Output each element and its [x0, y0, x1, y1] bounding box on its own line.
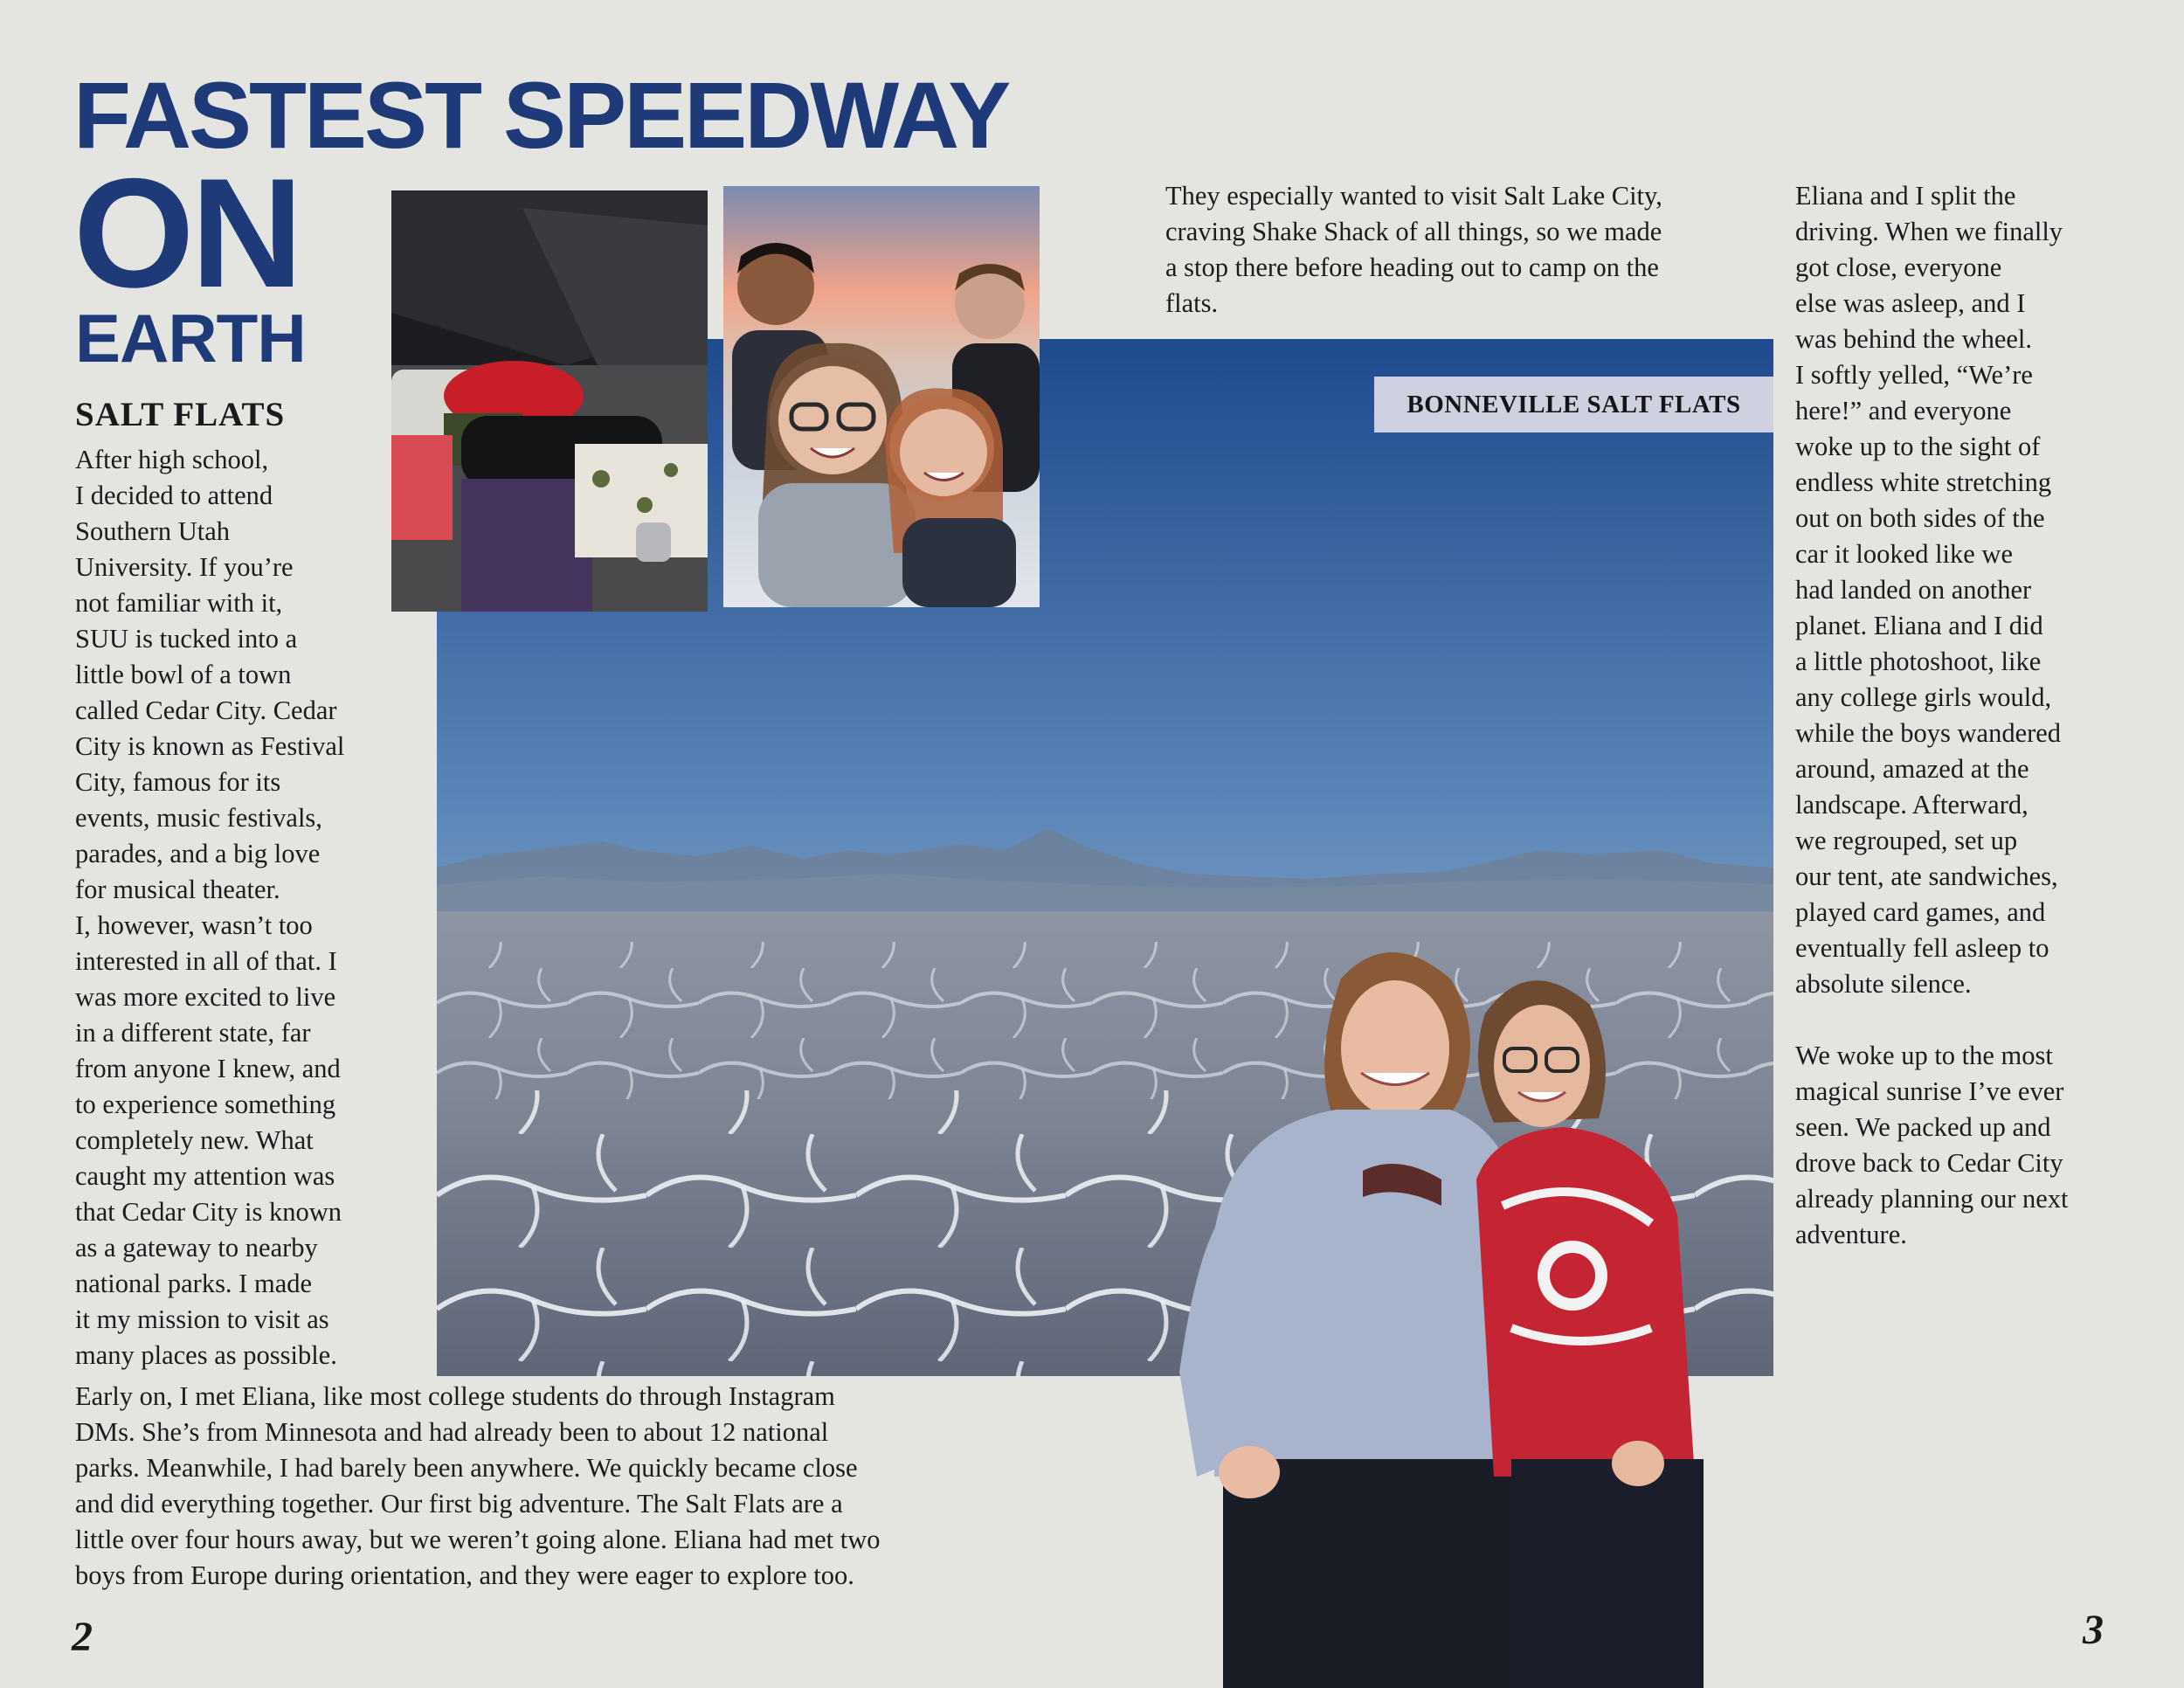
col4-line: planet. Eliana and I did — [1795, 611, 2043, 640]
col4-line: out on both sides of the — [1795, 503, 2045, 533]
col2-line: DMs. She’s from Minnesota and had already been to about 12 national — [75, 1417, 829, 1447]
col4-line: We woke up to the most — [1795, 1041, 2053, 1070]
col4-line: our tent, ate sandwiches, — [1795, 861, 2058, 891]
col1-line: completely new. What — [75, 1125, 314, 1155]
col4-line: was behind the wheel. — [1795, 324, 2033, 354]
col1-line: that Cedar City is known — [75, 1197, 342, 1227]
col1-line: After high school, — [75, 445, 269, 474]
headline-line-2: ON — [73, 146, 300, 320]
col1-line: it my mission to visit as — [75, 1304, 329, 1334]
col1-line: national parks. I made — [75, 1269, 313, 1298]
col3-line: flats. — [1165, 288, 1219, 318]
col4-line: any college girls would, — [1795, 682, 2052, 712]
col4-line: endless white stretching — [1795, 467, 2052, 497]
col2-line: and did everything together. Our first big adventure. The Salt Flats are a — [75, 1489, 843, 1519]
col1-line: Southern Utah — [75, 516, 231, 546]
col4-line: else was asleep, and I — [1795, 288, 2026, 318]
col4-line: landscape. Afterward, — [1795, 790, 2028, 820]
col4-line: woke up to the sight of — [1795, 432, 2041, 461]
col1-line: many places as possible. — [75, 1340, 337, 1370]
col4-line: we regrouped, set up — [1795, 826, 2018, 855]
col2-line: parks. Meanwhile, I had barely been anywhere. We quickly became close — [75, 1453, 858, 1483]
col2-line: little over four hours away, but we weren’t going alone. Eliana had met two — [75, 1525, 881, 1554]
col4-line: adventure. — [1795, 1220, 1907, 1249]
col1-line: I, however, wasn’t too — [75, 910, 313, 940]
col4-line: absolute silence. — [1795, 969, 1972, 999]
col1-line: SUU is tucked into a — [75, 624, 298, 654]
group-selfie-inset-photo — [723, 186, 1040, 607]
headline-line-1: FASTEST SPEEDWAY — [73, 62, 1009, 168]
col1-line: in a different state, far — [75, 1018, 311, 1048]
col4-line: here!” and everyone — [1795, 396, 2012, 425]
col1-line: to experience something — [75, 1090, 336, 1119]
col3-line: craving Shake Shack of all things, so we made — [1165, 217, 1662, 246]
article-column-3 — [1165, 178, 1768, 322]
col4-line: while the boys wandered — [1795, 718, 2062, 748]
col3-line: a stop there before heading out to camp on the — [1165, 253, 1659, 282]
col1-line: not familiar with it, — [75, 588, 283, 618]
paragraph-gap — [1795, 1002, 2145, 1038]
col4-line: a little photoshoot, like — [1795, 647, 2042, 676]
col1-line: little bowl of a town — [75, 660, 292, 689]
col1-line: City, famous for its — [75, 767, 281, 797]
page-number-left: 2 — [72, 1614, 93, 1660]
headline-line-3: EARTH — [75, 300, 306, 377]
section-kicker: SALT FLATS — [75, 396, 286, 433]
col4-line: car it looked like we — [1795, 539, 2013, 569]
col1-line: interested in all of that. I — [75, 946, 337, 976]
col1-line: caught my attention was — [75, 1161, 335, 1191]
col4-line: eventually fell asleep to — [1795, 933, 2049, 963]
col4-line: got close, everyone — [1795, 253, 2002, 282]
two-friends-cutout-photo — [1162, 917, 1721, 1688]
photo-caption: BONNEVILLE SALT FLATS — [1374, 377, 1773, 432]
col1-line: events, music festivals, — [75, 803, 322, 833]
article-column-2 — [75, 1379, 1045, 1594]
col1-line: parades, and a big love — [75, 839, 321, 868]
col3-line: They especially wanted to visit Salt Lake City, — [1165, 181, 1662, 211]
col1-line: as a gateway to nearby — [75, 1233, 318, 1263]
col4-line: magical sunrise I’ve ever — [1795, 1076, 2064, 1106]
col1-line: University. If you’re — [75, 552, 294, 582]
col4-line: drove back to Cedar City — [1795, 1148, 2063, 1178]
col1-line: from anyone I knew, and — [75, 1054, 341, 1083]
col4-line: had landed on another — [1795, 575, 2032, 605]
col1-line: I decided to attend — [75, 481, 273, 510]
col1-line: was more excited to live — [75, 982, 336, 1012]
article-column-4 — [1795, 178, 2145, 1253]
col4-line: driving. When we finally — [1795, 217, 2063, 246]
col4-line: seen. We packed up and — [1795, 1112, 2051, 1142]
col2-line: boys from Europe during orientation, and they were eager to explore too. — [75, 1560, 854, 1590]
page-number-right: 3 — [2083, 1607, 2104, 1653]
col4-line: already planning our next — [1795, 1184, 2069, 1214]
col4-line: Eliana and I split the — [1795, 181, 2016, 211]
col1-line: for musical theater. — [75, 875, 280, 904]
col4-line: played card games, and — [1795, 897, 2046, 927]
col1-line: called Cedar City. Cedar — [75, 695, 337, 725]
tent-inset-photo — [391, 190, 708, 612]
col4-line: I softly yelled, “We’re — [1795, 360, 2033, 390]
col2-line: Early on, I met Eliana, like most college students do through Instagram — [75, 1381, 835, 1411]
col4-line: around, amazed at the — [1795, 754, 2029, 784]
article-column-1 — [75, 442, 416, 1373]
col1-line: City is known as Festival — [75, 731, 345, 761]
